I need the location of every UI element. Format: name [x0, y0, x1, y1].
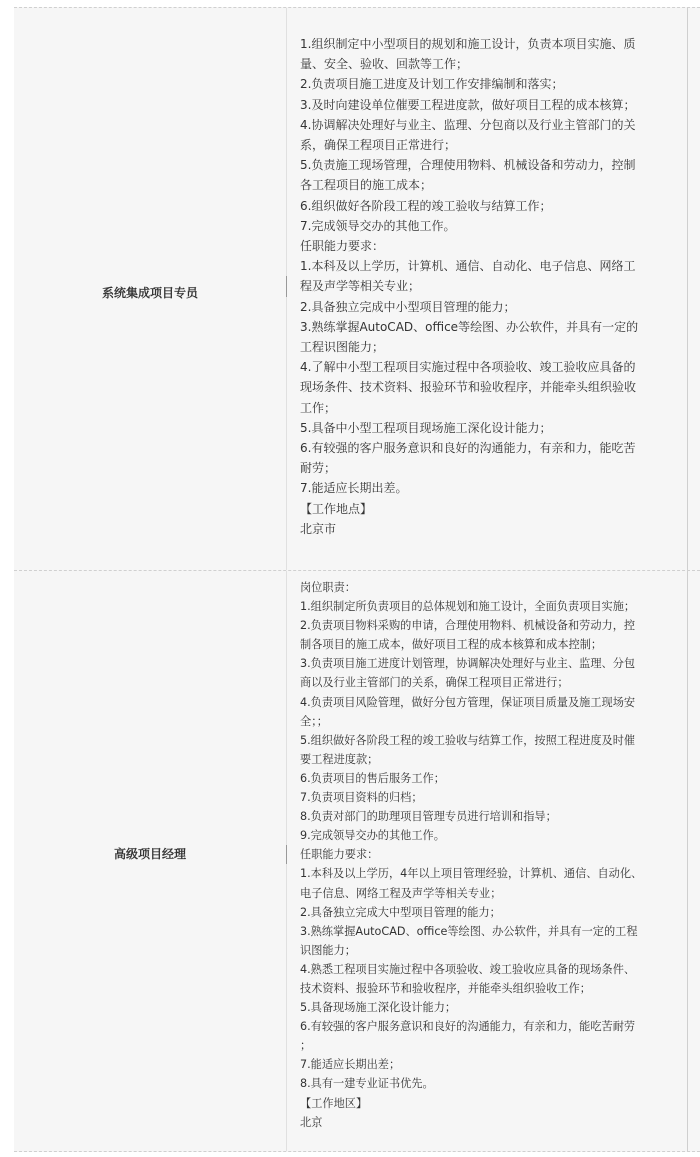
description-line: 程及声学等相关专业； — [286, 276, 690, 296]
description-line: 任职能力要求： — [300, 239, 385, 254]
job-table — [14, 0, 700, 1145]
description-line: 1.组织制定所负责项目的总体规划和施工设计，全面负责项目实施； — [300, 600, 636, 614]
description-line: 6.有较强的客户服务意识和良好的沟通能力，有亲和力，能吃苦 — [300, 441, 636, 456]
description-line: 9.完成领导交办的其他工作。 — [300, 829, 445, 843]
description-line: 4.协调解决处理好与业主、监理、分包商以及行业主管部门的关 — [300, 117, 636, 132]
description-line: 现场条件、技术资料、报验环节和验收程序，并能牵头组织验收 — [300, 380, 637, 395]
description-line: 7.能适应长期出差； — [300, 1058, 401, 1072]
description-line: 4.负责项目风险管理，做好分包方管理，保证项目质量及施工现场安 — [300, 695, 636, 709]
description-line: 全；； — [300, 714, 328, 728]
description-line: 5.具备中小型工程项目现场施工深化设计能力； — [300, 420, 552, 435]
description-line: 5.负责施工现场管理，合理使用物料、机械设备和劳动力，控制 — [300, 158, 636, 173]
description-line: 1.本科及以上学历，4年以上项目管理经验，计算机、通信、自动化、 — [300, 867, 643, 881]
description-line: 4.熟悉工程项目实施过程中各项验收、竣工验收应具备的现场条件、 — [300, 962, 636, 976]
job-description — [300, 578, 690, 1132]
description-line: 北京 — [300, 1115, 323, 1129]
description-line: 技术资料、报验环节和验收程序，并能牵头组织验收工作； — [300, 981, 591, 995]
job-title: 系统集成项目专员 — [101, 286, 198, 300]
job-title: 高级项目经理 — [113, 847, 186, 861]
description-line: 各工程项目的施工成本； — [300, 178, 433, 193]
description-line: 3.及时向建设单位催要工程进度款，做好项目工程的成本核算； — [300, 97, 636, 112]
description-line: ； — [300, 1039, 312, 1053]
description-line: 8.具有一建专业证书优先。 — [300, 1077, 434, 1091]
description-line: 3.熟练掌握AutoCAD、office等绘图、办公软件，并具有一定的 — [300, 319, 639, 334]
description-line: 工作； — [300, 400, 337, 415]
description-line: 2.具备独立完成中小型项目管理的能力； — [300, 299, 516, 314]
description-line: 3.熟练掌握AutoCAD、office等绘图、办公软件，并具有一定的工程 — [300, 924, 638, 938]
description-line: 5.组织做好各阶段工程的竣工验收与结算工作，按照工程进度及时催 — [300, 733, 636, 747]
description-line: 电子信息、网络工程及声学等相关专业； — [300, 886, 502, 900]
description-line: 6.有较强的客户服务意识和良好的沟通能力，有亲和力，能吃苦耐劳 — [300, 1020, 636, 1034]
description-line: 【工作地点】 — [300, 501, 373, 516]
description-line: 工程识图能力； — [300, 340, 385, 355]
description-line: 任职能力要求： — [286, 845, 690, 864]
description-line: 6.组织做好各阶段工程的竣工验收与结算工作； — [300, 198, 552, 213]
description-line: 北京市 — [300, 521, 337, 536]
description-line: 识图能力； — [300, 943, 356, 957]
description-line: 耐劳； — [300, 461, 337, 476]
description-line: 1.本科及以上学历，计算机、通信、自动化、电子信息、网络工 — [300, 259, 636, 274]
description-line: 要工程进度款； — [300, 752, 379, 766]
description-line: 岗位职责： — [300, 581, 356, 594]
job-row-senior-project-manager — [14, 570, 700, 1152]
description-line: 商以及行业主管部门的关系，确保工程项目正常进行； — [300, 676, 569, 690]
description-line: 制各项目的施工成本，做好项目工程的成本核算和成本控制； — [300, 638, 603, 652]
description-line: 系，确保工程项目正常进行； — [300, 138, 457, 153]
description-line: 7.负责项目资料的归档； — [300, 791, 423, 805]
job-row-integration-specialist — [14, 7, 700, 570]
description-line: 2.负责项目施工进度及计划工作安排编制和落实； — [300, 77, 564, 92]
description-line: 7.能适应长期出差。 — [300, 481, 408, 496]
description-line: 3.负责项目施工进度计划管理，协调解决处理好与业主、监理、分包 — [300, 657, 636, 671]
description-line: 【工作地区】 — [300, 1096, 368, 1110]
job-description — [300, 34, 690, 539]
description-line: 2.负责项目物料采购的申请，合理使用物料、机械设备和劳动力，控 — [300, 619, 636, 633]
description-line: 6.负责项目的售后服务工作； — [300, 771, 445, 785]
description-line: 4.了解中小型工程项目实施过程中各项验收、竣工验收应具备的 — [300, 360, 636, 375]
description-line: 量、安全、验收、回款等工作； — [300, 57, 469, 72]
description-line: 1.组织制定中小型项目的规划和施工设计，负责本项目实施、质 — [300, 37, 636, 51]
description-line: 5.具备现场施工深化设计能力； — [300, 1001, 457, 1015]
description-line: 7.完成领导交办的其他工作。 — [300, 218, 456, 233]
description-line: 8.负责对部门的助理项目管理专员进行培训和指导； — [300, 810, 557, 824]
description-line: 2.具备独立完成大中型项目管理的能力； — [300, 905, 501, 919]
